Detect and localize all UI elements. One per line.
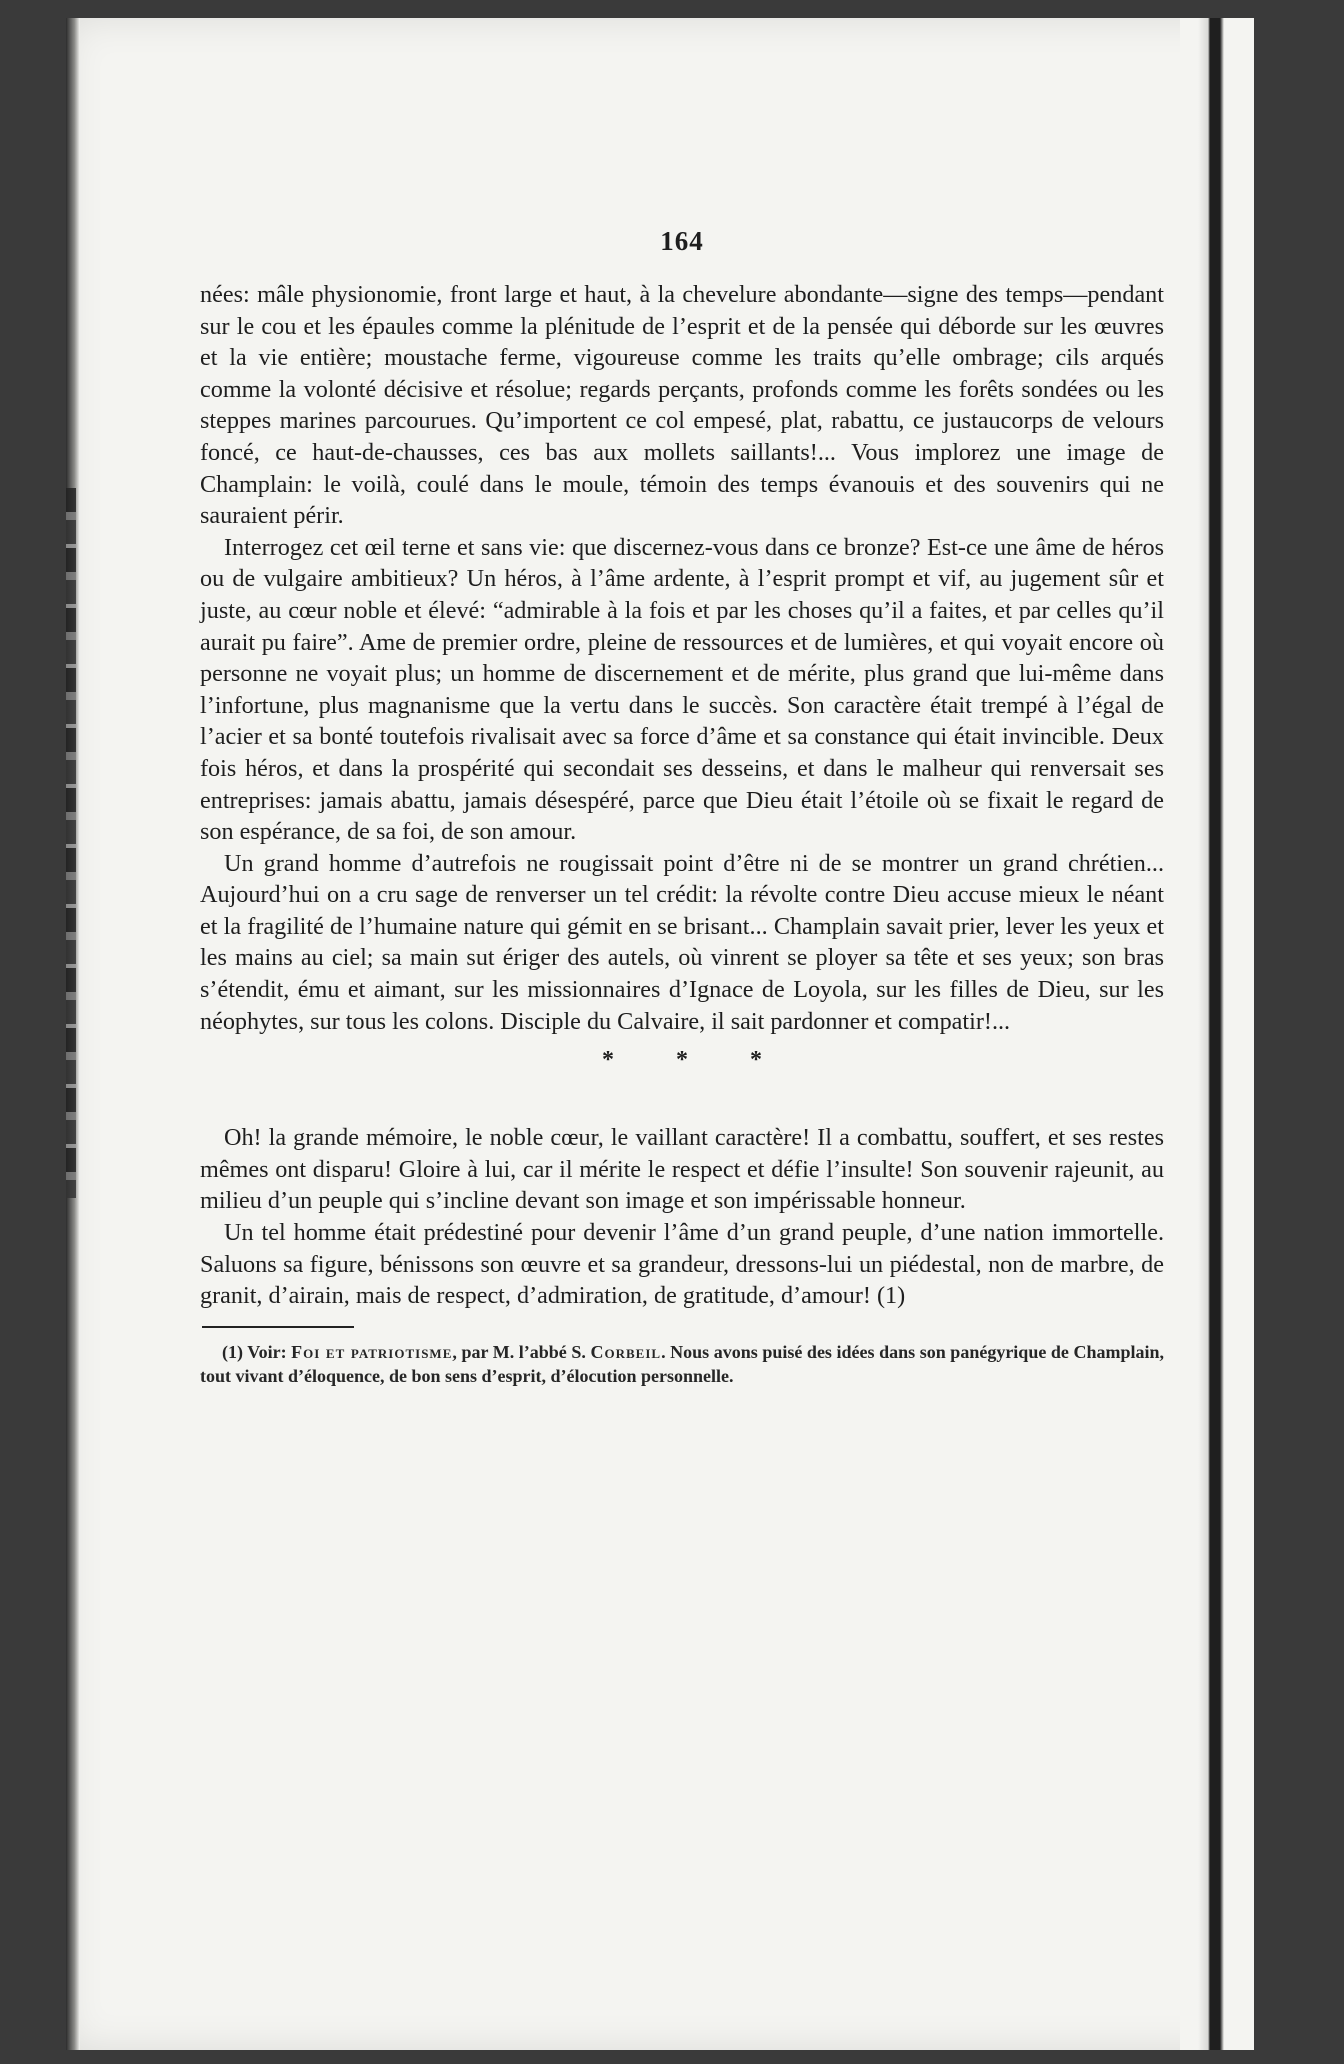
- footnote-author: Corbeil: [590, 1341, 662, 1362]
- footnote-title: Foi et patriotisme: [291, 1341, 453, 1362]
- binding-strip: [66, 488, 76, 1198]
- paragraph-3: Un grand homme d’autrefois ne rougissait point d’être ni de se montrer un grand chrétien... Aujourd’hui on a cru sage de renverser un tel crédit: la révolte contre Dieu accuse mieux le néant et la fragilité de l’humaine nature qui gémit en se brisant... Champlain savait prier, lever les yeux et les mains au ciel; sa main sut ériger des autels, où vinrent se ployer sa tête et ses yeux; son bras s’étendit, ému et aimant, sur les missionnaires d’Ignace de Loyola, sur les filles de Dieu, sur les néophytes, sur tous les colons. Disciple du Calvaire, il sait pardonner et compatir!...: [200, 849, 1164, 1035]
- section-separator: * * *: [602, 1047, 790, 1074]
- paragraph-1: nées: mâle physionomie, front large et haut, à la chevelure abondante—signe des temps—pendant sur le cou et les épaules comme la plénitude de l’esprit et de la pensée qui déborde sur les œuvres et la vie entière; moustache ferme, vigoureuse comme les traits qu’elle ombrage; cils arqués comme la volonté décisive et résolue; regards perçants, profonds comme les forêts sondées ou les steppes marines parcourues. Qu’importent ce col empesé, plat, rabattu, ce justaucorps de velours foncé, ce haut-de-chausses, ces bas aux mollets saillants!... Vous implorez une image de Champlain: le voilà, coulé dans le moule, témoin des temps évanouis et des souvenirs qui ne sauraient périr.: [200, 281, 1164, 530]
- closing-paragraph-2: Un tel homme était prédestiné pour devenir l’âme d’un grand peuple, d’une nation immortelle. Saluons sa figure, bénissons son œuvre et sa grandeur, dressons-lui un piédestal, non de marbre, de granit, d’airain, mais de respect, d’admiration, de gratitude, d’amour! (1): [200, 1219, 1164, 1310]
- next-page-edge: [1180, 18, 1254, 2050]
- scanned-page: [66, 18, 1254, 2050]
- footnote-rest: . Nous avons puisé des idées dans son panégyrique de Champlain, tout vivant d’éloquence, de bon sens d’esprit, d’élocution personnelle.: [200, 1341, 1165, 1386]
- page-number: 164: [660, 226, 704, 256]
- closing-paragraph-1: Oh! la grande mémoire, le noble cœur, le vaillant caractère! Il a combattu, souffert, et ses restes mêmes ont disparu! Gloire à lui, car il mérite le respect et défie l’insulte! Son souvenir rajeunit, au milieu d’un peuple qui s’incline devant son image et son impérissable honneur.: [200, 1124, 1164, 1215]
- page-content: [200, 226, 1164, 1388]
- footnote-marker: (1) Voir:: [222, 1341, 287, 1362]
- footnote-divider: [202, 1326, 354, 1328]
- paragraph-2: Interrogez cet œil terne et sans vie: que discernez-vous dans ce bronze? Est-ce une âme de héros ou de vulgaire ambitieux? Un héros, à l’âme ardente, à l’esprit prompt et vif, au jugement sûr et juste, au cœur noble et élevé: “admirable à la fois et par les choses qu’il a faites, et par celles qu’il aurait pu faire”. Ame de premier ordre, pleine de ressources et de lumières, et qui voyait encore où personne ne voyait plus; un homme de discernement et de mérite, plus grand que lui-même dans l’infortune, plus magnanisme que la vertu dans le succès. Son caractère était trempé à l’égal de l’acier et sa bonté toutefois rivalisait avec sa force d’âme et sa constance qui était invincible. Deux fois héros, et dans la prospérité qui secondait ses desseins, et dans le malheur qui renversait ses entreprises: jamais abattu, jamais désespéré, parce que Dieu était l’étoile où se fixait le regard de son espérance, de sa foi, de son amour.: [200, 533, 1164, 846]
- footnote: [200, 1340, 1164, 1388]
- footnote-by: , par M. l’abbé S.: [452, 1341, 586, 1362]
